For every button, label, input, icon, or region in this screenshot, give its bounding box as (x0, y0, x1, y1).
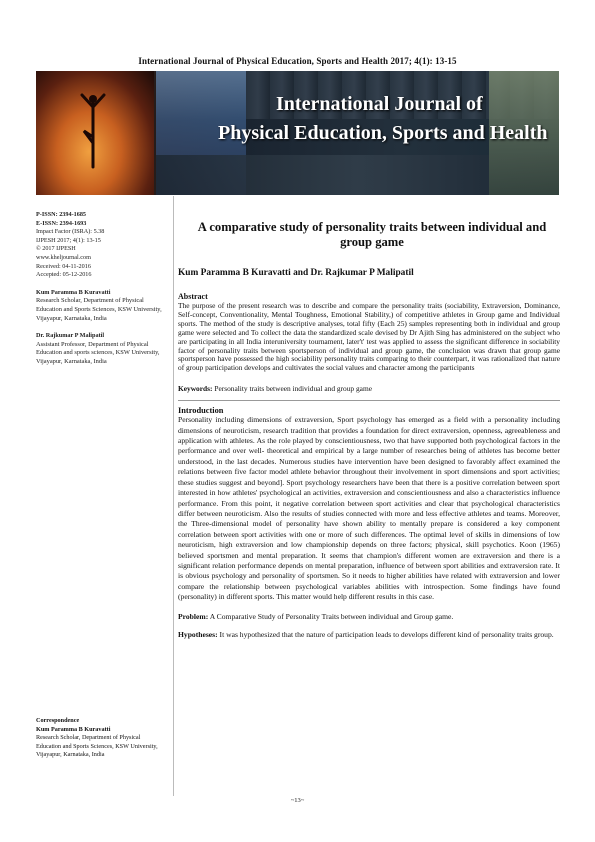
banner-title-line2: Physical Education, Sports and Health (218, 122, 548, 144)
correspondence-affiliation: Research Scholar, Department of Physical Education and Sports Sciences, KSW University, Vijayapur, Karnataka, India (36, 734, 158, 759)
abstract-heading: Abstract (178, 292, 208, 301)
eissn: E-ISSN: 2394-1693 (36, 219, 87, 227)
accepted-date: Accepted: 05-12-2016 (36, 271, 92, 279)
banner-title (218, 93, 558, 145)
article-body (178, 220, 560, 640)
author2-name: Dr. Rajkumar P Malipatil (36, 332, 105, 340)
page-number: ~13~ (290, 797, 305, 804)
correspondence-name: Kum Paramma B Kuravatti (36, 725, 111, 733)
correspondence-heading: Correspondence (36, 717, 80, 724)
keywords (178, 384, 560, 393)
author2-affiliation: Assistant Professor, Department of Physical Education and sports sciences, KSW University, Vijayapur, Karnataka, India (36, 340, 160, 365)
problem-label: Problem: (178, 611, 209, 621)
website: www.kheljournal.com (36, 253, 91, 261)
sidebar-divider (173, 196, 174, 796)
intro-text: Personality including dimensions of extraversion, Sport psychology has emerged as a field with a personality including dimensions of neuroticism, research tradition that provides a foundation for direct extraversion, openness, agreeableness and application with athletes. As the role played by conscientiousness, two that have supported both psychological factors in the performance and over well- theoretical and empirical by a large number of researches being of athletes has become better understood, in the last decades. Numerous studies have intervention have been designed to favorably affect examined the relations between five factor model athlete behavior throughout their involvement in sport dimensions and sport activities; these studies suggest and beyond]. Sport psychology researchers have been that there is a positive correlation between sport interested in how athletes' psychological an activities, extraversion and conscientiousness and also a characteristics influence performance. From this point, it negative correlation between sport activities and clear that psychological characteristics differ between neuroticism. Also the results of studies connected with more and less effective athletes and teams. Moreover, the Three-dimensional model of personality have shown ability to mentally prepare is considered a key component correlation between sport activities with one or more of such differences. The optimal level of skills in dimensions of low neuroticism, high extraversion and low championship depends on three factors; physical, skill psychotics. Koon (1965) believed sportsmen and mental preparation. It seems that champion's different women are extraversion and there is a significant relation performance depends on mental preparation, influence of between sport abilities and extraversion rate. It is obvious psychology and personality of sportsmen. So it needs to higher abilities have related with extraversion and lower compare the relationship between psychological variables abilities with introspection. Some findings have found (personality) in different sports. This matter would help different results in this case. (178, 415, 560, 602)
sidebar-meta (36, 211, 163, 367)
keywords-text: Personality traits between individual and group game (212, 384, 372, 394)
hypotheses-label: Hypotheses: (178, 629, 218, 639)
article-authors: Kum Paramma B Kuravatti and Dr. Rajkumar P Malipatil (178, 268, 414, 278)
copyright: © 2017 IJPESH (36, 245, 76, 253)
banner-title-line1: International Journal of (276, 93, 483, 115)
problem-text: A Comparative Study of Personality Traits between individual and Group game. (208, 611, 454, 621)
received-date: Received: 04-11-2016 (36, 262, 91, 270)
journal-banner (36, 71, 559, 195)
intro-heading: Introduction (178, 406, 224, 416)
section-divider (178, 400, 560, 401)
journal-running-header: International Journal of Physical Education, Sports and Health 2017; 4(1): 13-15 (138, 56, 457, 66)
author1-name: Kum Paramma B Kuravatti (36, 288, 111, 296)
pissn: P-ISSN: 2394-1685 (36, 211, 87, 218)
correspondence (36, 717, 163, 760)
issue-info: IJPESH 2017; 4(1): 13-15 (36, 236, 101, 244)
yoga-silhouette-icon (80, 91, 106, 171)
keywords-label: Keywords: (178, 384, 213, 394)
author1-affiliation: Research Scholar, Department of Physical Education and Sports Sciences, KSW University, Vijayapur, Karnataka, India (36, 297, 162, 322)
problem-statement (178, 612, 560, 622)
hypotheses-text: It was hypothesized that the nature of participation leads to develops different kind of personality traits group. (217, 629, 554, 639)
article-title: A comparative study of personality traits between individual and group game (197, 220, 547, 249)
impact-factor: Impact Factor (ISRA): 5.38 (36, 228, 105, 236)
hypotheses (178, 630, 560, 640)
abstract-text: The purpose of the present research was to describe and compare the personality traits (sociability, Extraversion, Dominance, Self-concept, Conventionality, Mental Toughness, Emotional Stability,) of competitive athletes in Group game and Individual sports. The method of the study is descriptive analyses, total fifty (Each 25) samples representing both in individual and group game were selected and To collect the data the standardized scale devised by Dr Ajith Sing has administered on the subject who are participating in all India interuniversity tournament, later't' test was applied to assess the significant difference in sociability factor of personality traits between sportsperson of individual and group game, the conclusion was drawn that group game sportsperson have possessed the high sociability personality traits comparing to their counterpart, it was rationalized that nature of group participation develops and cultivates the social values and character among the participants (178, 301, 560, 373)
